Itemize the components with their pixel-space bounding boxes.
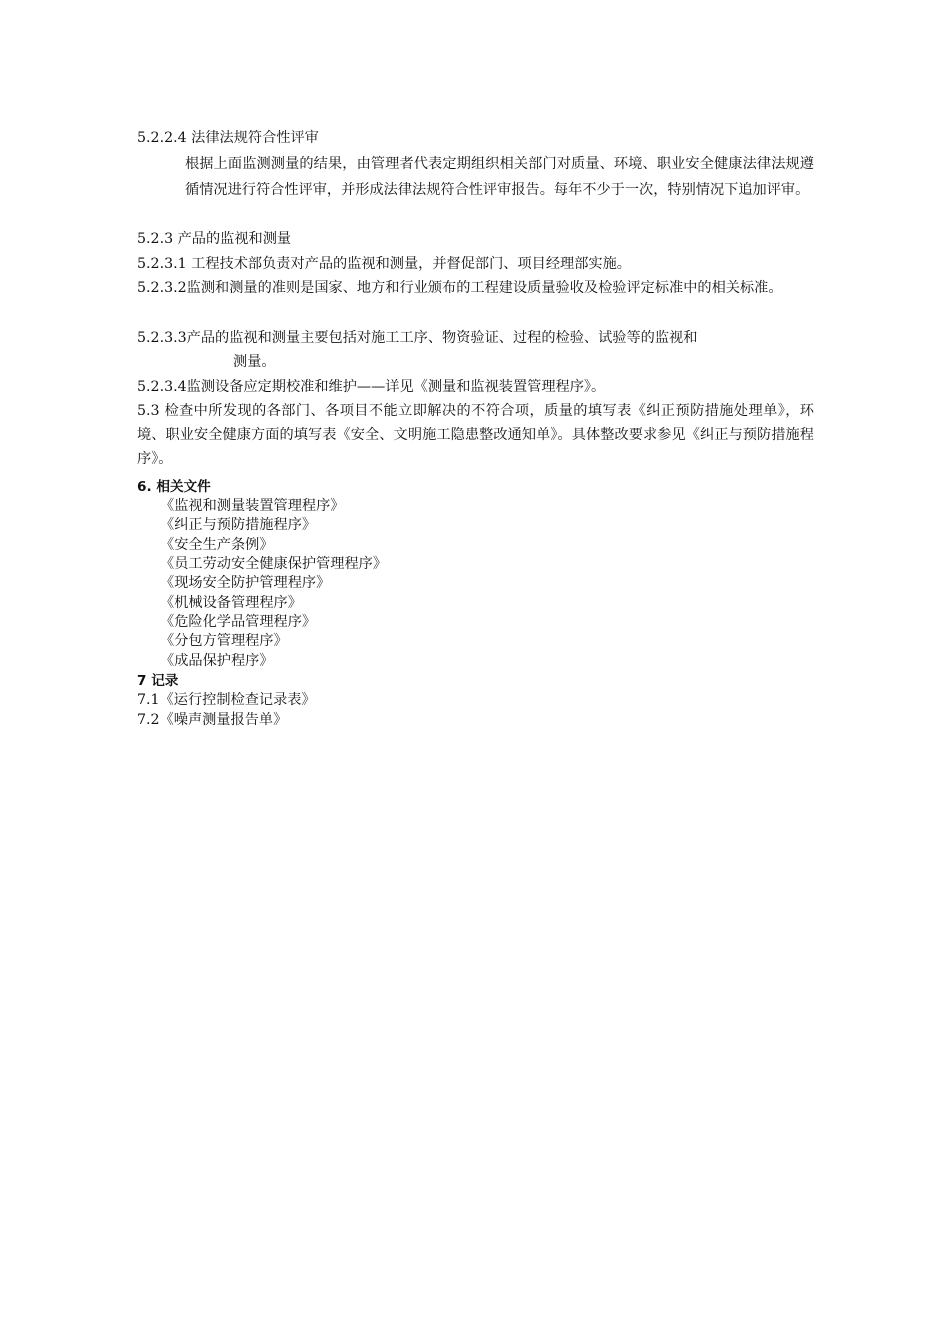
section-5-2-3-3-line1: 5.2.3.3产品的监视和测量主要包括对施工工序、物资验证、过程的检验、试验等的监视和 [137, 330, 698, 346]
related-doc-item: 《现场安全防护管理程序》 [160, 575, 331, 591]
section-5-2-3-3-line2: 测量。 [233, 354, 276, 370]
related-doc-item: 《员工劳动安全健康保护管理程序》 [160, 556, 388, 572]
related-doc-item: 《监视和测量装置管理程序》 [160, 498, 345, 514]
section-5-2-3-3-text [137, 326, 814, 374]
related-doc-item: 《机械设备管理程序》 [160, 595, 302, 611]
related-doc-item: 《安全生产条例》 [160, 537, 274, 553]
section-5-3-text: 5.3 检查中所发现的各部门、各项目不能立即解决的不符合项，质量的填写表《纠正预防措施处理单》，环境、职业安全健康方面的填写表《安全、文明施工隐患整改通知单》。具体整改要求参见《纠正与预防措施程序》。 [137, 403, 814, 467]
section-6-heading: 6. 相关文件 [137, 479, 211, 495]
section-5-2-2-4-heading: 5.2.2.4 法律法规符合性评审 [137, 130, 319, 146]
record-item: 7.2《噪声测量报告单》 [137, 712, 288, 728]
section-5-2-3-4-text: 5.2.3.4监测设备应定期校准和维护——详见《测量和监视装置管理程序》。 [137, 379, 606, 395]
section-5-2-3-heading: 5.2.3 产品的监视和测量 [137, 231, 292, 247]
section-5-2-2-4-body: 根据上面监测测量的结果，由管理者代表定期组织相关部门对质量、环境、职业安全健康法律法规遵循情况进行符合性评审，并形成法律法规符合性评审报告。每年不少于一次，特别情况下追加评审。 [185, 156, 814, 198]
section-5-2-3-2-text: 5.2.3.2监测和测量的准则是国家、地方和行业颁布的工程建设质量验收及检验评定标准中的相关标准。 [137, 280, 783, 296]
related-doc-item: 《成品保护程序》 [160, 653, 274, 669]
related-doc-item: 《危险化学品管理程序》 [160, 614, 317, 630]
record-item: 7.1《运行控制检查记录表》 [137, 692, 316, 708]
related-doc-item: 《分包方管理程序》 [160, 633, 288, 649]
section-5-2-3-1-text: 5.2.3.1 工程技术部负责对产品的监视和测量，并督促部门、项目经理部实施。 [137, 256, 631, 272]
related-doc-item: 《纠正与预防措施程序》 [160, 517, 317, 533]
section-7-heading: 7 记录 [137, 673, 179, 689]
